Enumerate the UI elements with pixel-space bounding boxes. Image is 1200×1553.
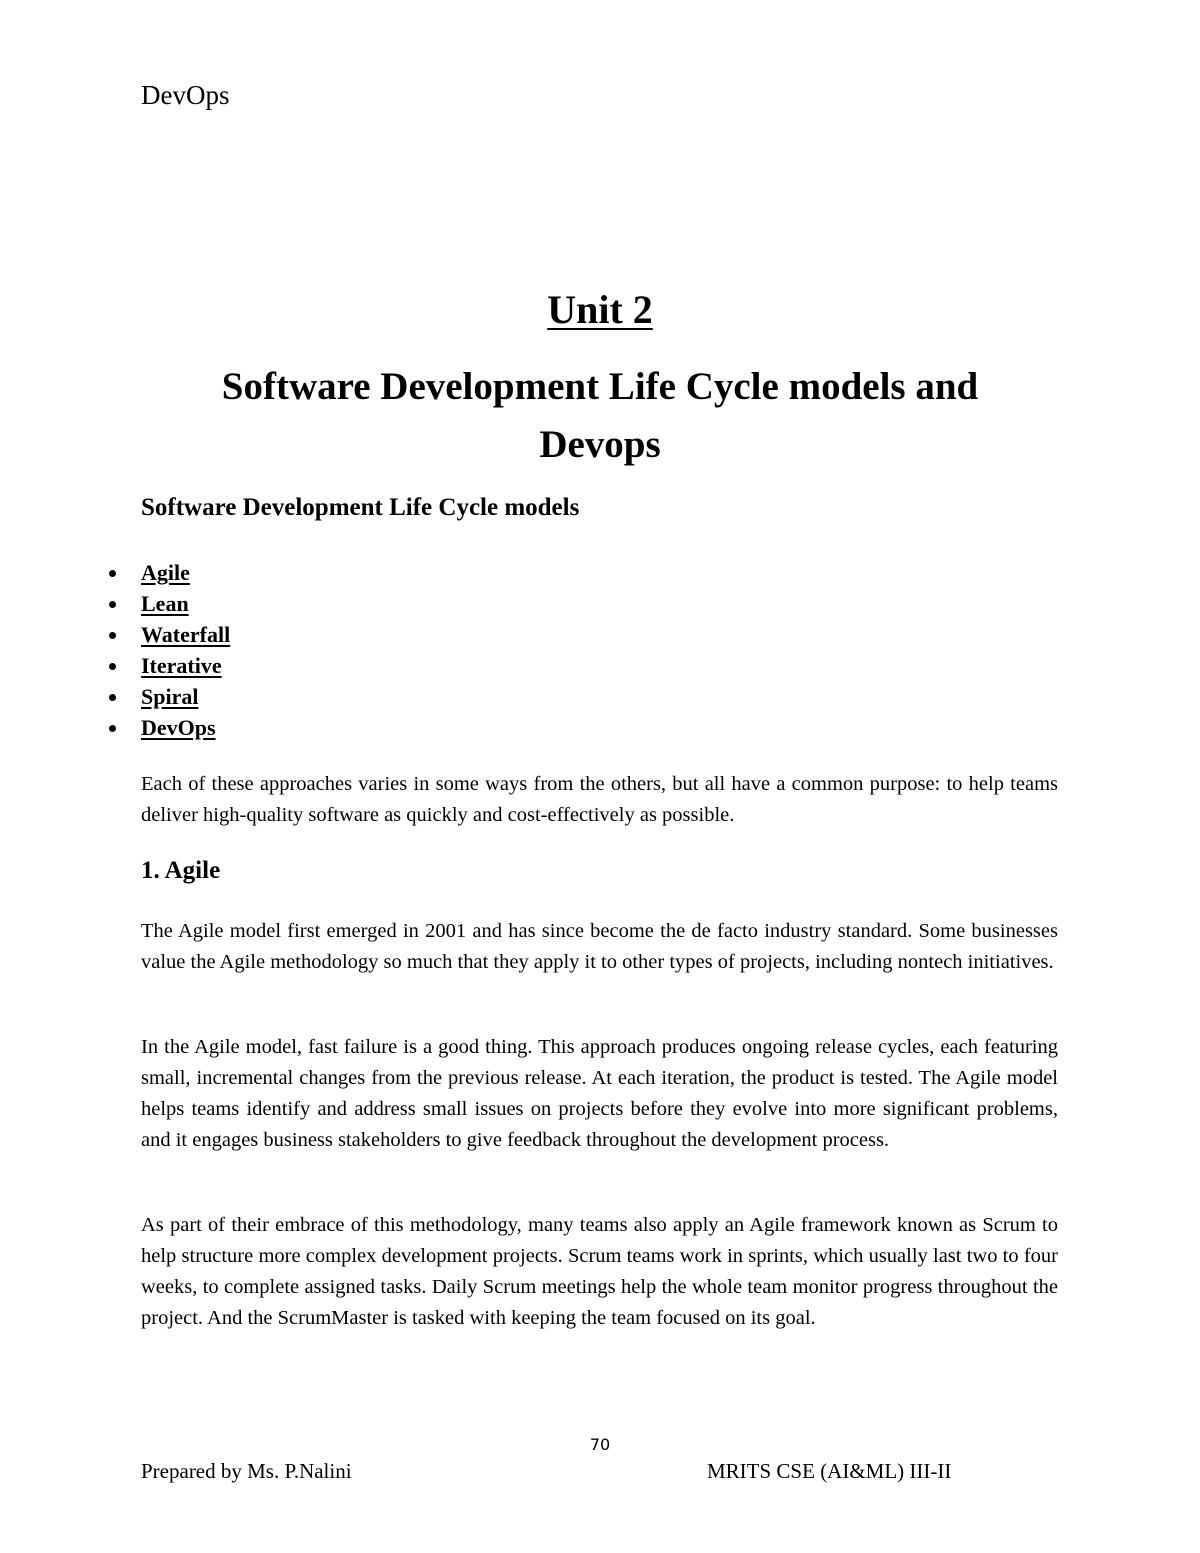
section-heading-sdlc-models: Software Development Life Cycle models	[141, 494, 580, 521]
bullet-icon	[109, 663, 116, 670]
bullet-icon	[109, 725, 116, 732]
bullet-icon	[109, 694, 116, 701]
intro-paragraph: Each of these approaches varies in some ways from the others, but all have a common purpose: to help teams deliver high-quality software as quickly and cost-effectively as possible.	[141, 773, 1058, 826]
link-lean[interactable]: Lean	[141, 591, 189, 616]
link-iterative[interactable]: Iterative	[141, 653, 222, 678]
unit-title: Unit 2	[547, 287, 653, 332]
agile-paragraph-1: The Agile model first emerged in 2001 and has since become the de facto industry standard. Some businesses value the Agile methodology so much that they apply it to other types of projects, including nontech initiatives.	[141, 920, 1058, 973]
section-heading-agile: 1. Agile	[141, 857, 221, 884]
page-number: 70	[589, 1435, 611, 1454]
link-devops[interactable]: DevOps	[141, 715, 216, 740]
agile-paragraph-3: As part of their embrace of this methodology, many teams also apply an Agile framework known as Scrum to help structure more complex development projects. Scrum teams work in sprints, which usually last two to four weeks, to complete assigned tasks. Daily Scrum meetings help the whole team monitor progress throughout the project. And the ScrumMaster is tasked with keeping the team focused on its goal.	[141, 1214, 1058, 1329]
agile-paragraph-2: In the Agile model, fast failure is a good thing. This approach produces ongoing release cycles, each featuring small, incremental changes from the previous release. At each iteration, the product is tested. The Agile model helps teams identify and address small issues on projects before they evolve into more significant problems, and it engages business stakeholders to give feedback throughout the development process.	[141, 1036, 1058, 1151]
bullet-icon	[109, 570, 116, 577]
footer-author: Prepared by Ms. P.Nalini	[141, 1459, 352, 1483]
document-header-title: DevOps	[141, 80, 230, 110]
bullet-icon	[109, 601, 116, 608]
bullet-icon	[109, 632, 116, 639]
link-agile[interactable]: Agile	[141, 560, 190, 585]
link-spiral[interactable]: Spiral	[141, 684, 199, 709]
link-waterfall[interactable]: Waterfall	[141, 622, 231, 647]
page-title: Software Development Life Cycle models and Devops	[221, 365, 979, 466]
footer-course: MRITS CSE (AI&ML) III-II	[707, 1459, 952, 1483]
